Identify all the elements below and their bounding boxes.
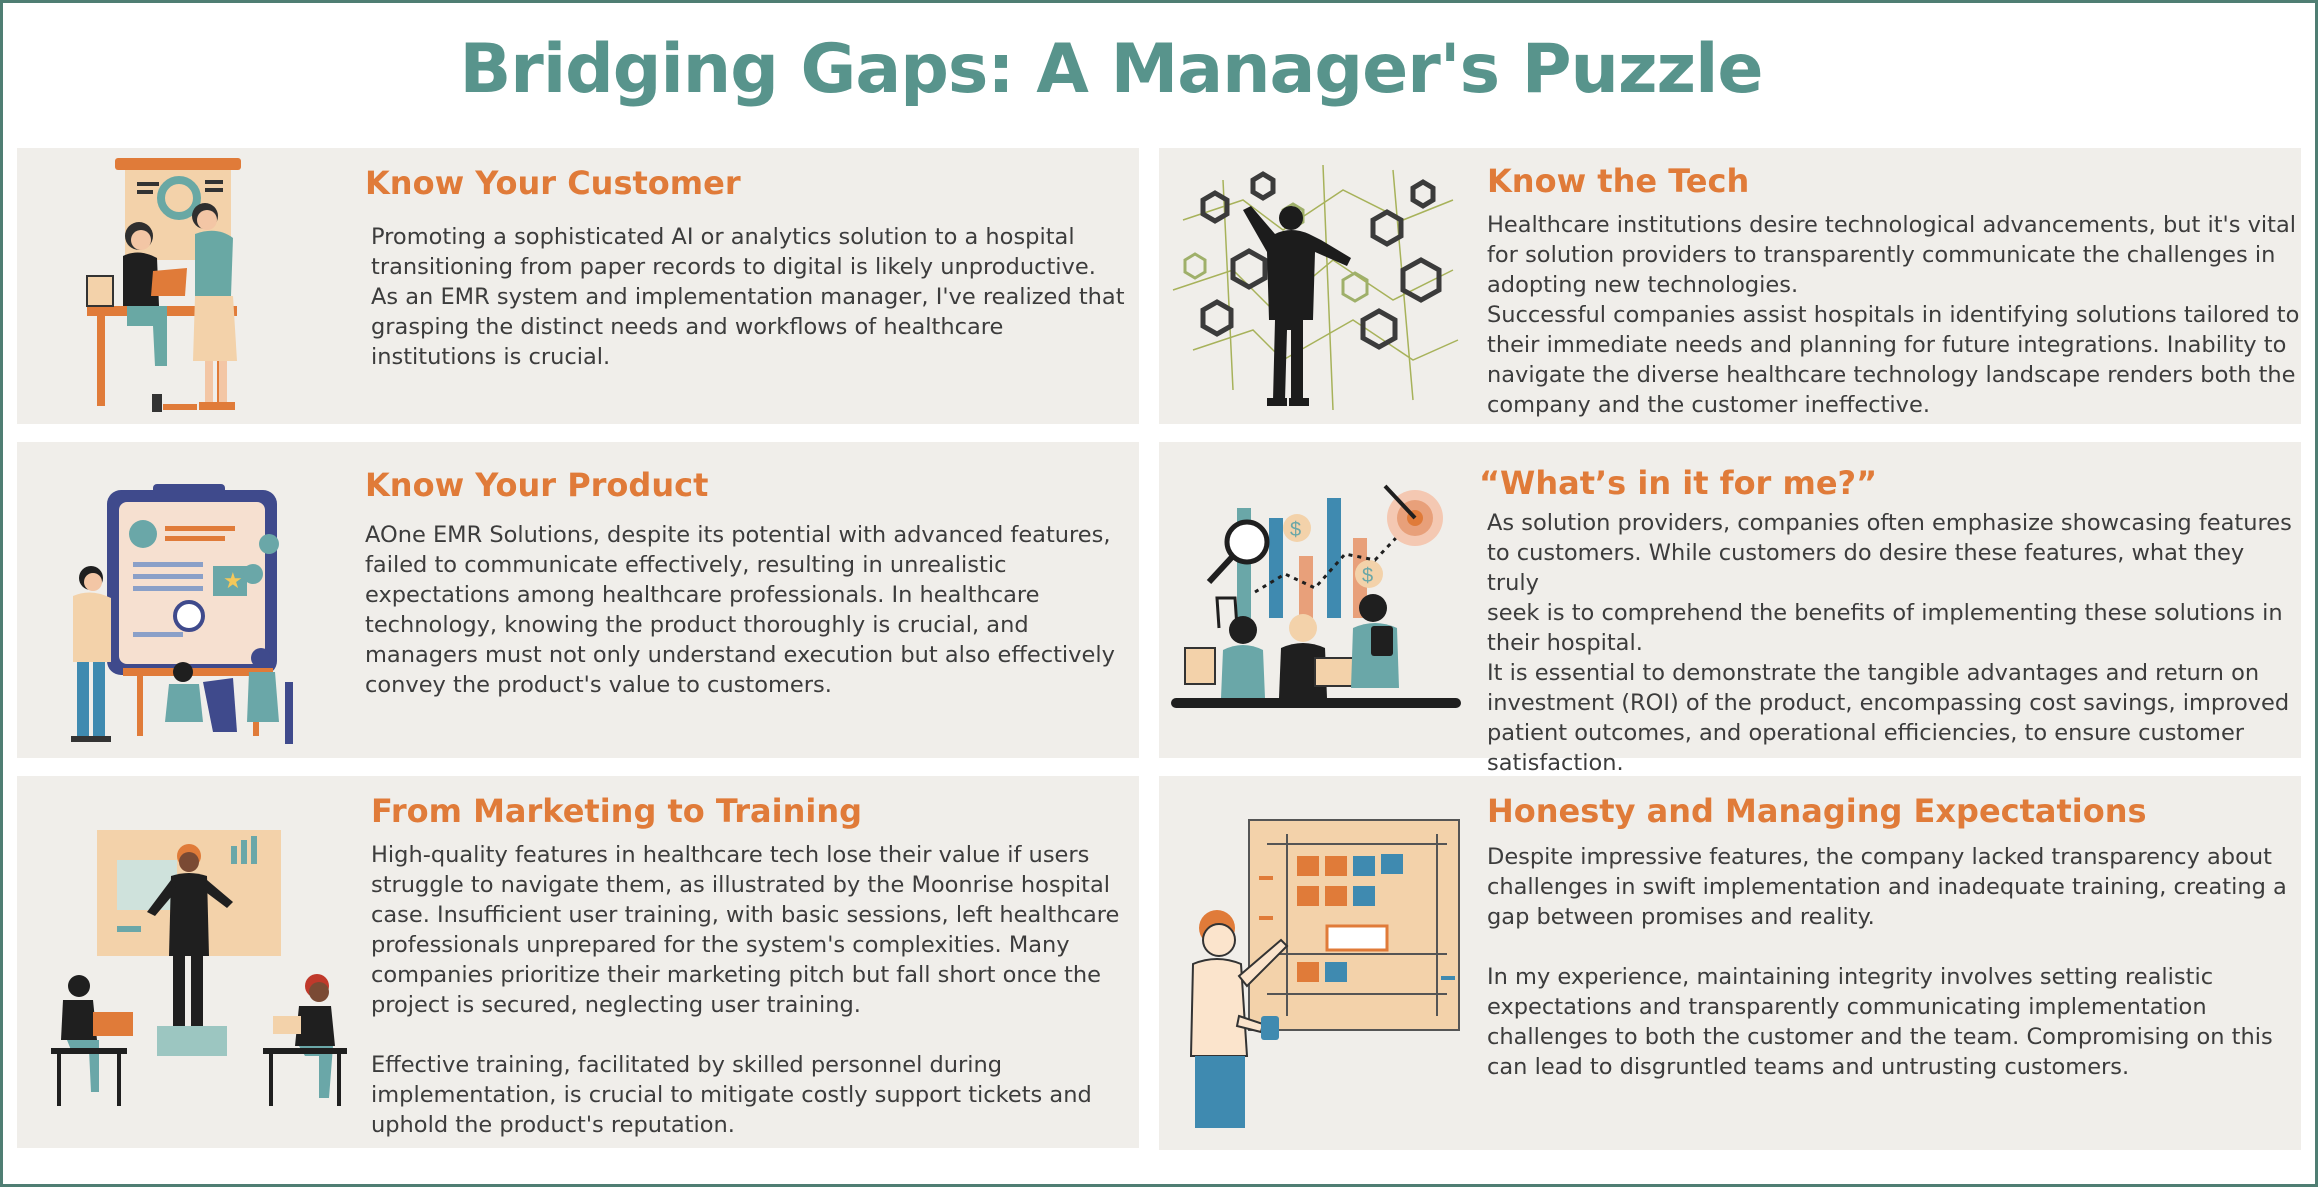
panel-whats-in-it-for-me (1159, 442, 2301, 776)
panel-heading: Know Your Customer (365, 164, 741, 202)
panel-know-the-tech (1159, 148, 2301, 424)
svg-text:$: $ (1362, 565, 1374, 587)
panel-body: AOne EMR Solutions, despite its potential with advanced features, failed to communicate effectively, resulting in unrealistic expectations among healthcare professionals. In healthcare technology, knowing the product thoroughly is crucial, and managers must not only understand execution but also effectively convey the product's value to customers. (365, 522, 1115, 698)
panel-body: As solution providers, companies often emphasize showcasing features to customers. While customers do desire these features, what they truly seek is to comprehend the benefits of implementing these solutions in their hospital. It is essential to demonstrate the tangible advantages and return on investment (ROI) of the product, encompassing cost savings, improved patient outcomes, and operational efficiencies, to ensure customer satisfaction. (1487, 510, 2292, 776)
team-meeting-illustration (67, 156, 317, 416)
panel-body: High-quality features in healthcare tech lose their value if users struggle to navigate them, as illustrated by the Moonrise hospital case. Insufficient user training, with basic sessions, left healthcare professionals unprepared for the system's complexities. Many companies prioritize their marketing pitch but fall short once the project is secured, neglecting user training. Effective training, facilitated by skilled personnel during implementation, is crucial to mitigate costly support tickets and uphold the product's reputation. (371, 842, 1120, 1138)
product-board-illustration (53, 482, 323, 752)
roi-chart-illustration (1165, 478, 1465, 728)
tech-network-illustration (1163, 160, 1463, 415)
page-title: Bridging Gaps: A Manager's Puzzle (459, 30, 1763, 109)
planning-board-illustration (1177, 816, 1477, 1136)
svg-text:★: ★ (223, 568, 243, 593)
panel-heading: Honesty and Managing Expectations (1487, 792, 2147, 830)
svg-text:$: $ (1290, 519, 1302, 541)
training-session-illustration (37, 816, 367, 1116)
panel-heading: From Marketing to Training (371, 792, 863, 830)
panel-body: Healthcare institutions desire technological advancements, but it's vital for solution providers to transparently communicate the challenges in adopting new technologies. Successful companies assist hospitals in identifying solutions tailored to their immediate needs and planning for future integrations. Inability to navigate the diverse healthcare technology landscape renders both the company and the customer ineffective. (1487, 212, 2300, 418)
panel-body: Promoting a sophisticated AI or analytics solution to a hospital transitioning from paper records to digital is likely unproductive. As an EMR system and implementation manager, I've realized that grasping the distinct needs and workflows of healthcare institutions is crucial. (371, 224, 1125, 370)
panel-honesty-and-managing-expectations (1159, 776, 2301, 1150)
panel-heading: Know Your Product (365, 466, 709, 504)
panel-heading: “What’s in it for me?” (1479, 464, 1878, 502)
panel-heading: Know the Tech (1487, 162, 1750, 200)
panel-know-your-customer (17, 148, 1139, 424)
panel-know-your-product (17, 442, 1139, 758)
panel-body: Despite impressive features, the company lacked transparency about challenges in swift implementation and inadequate training, creating a gap between promises and reality. In my experience, maintaining integrity involves setting realistic expectations and transparently communicating implementation challenges to both the customer and the team. Compromising on this can lead to disgruntled teams and untrusting customers. (1487, 844, 2287, 1080)
panel-from-marketing-to-training (17, 776, 1139, 1148)
